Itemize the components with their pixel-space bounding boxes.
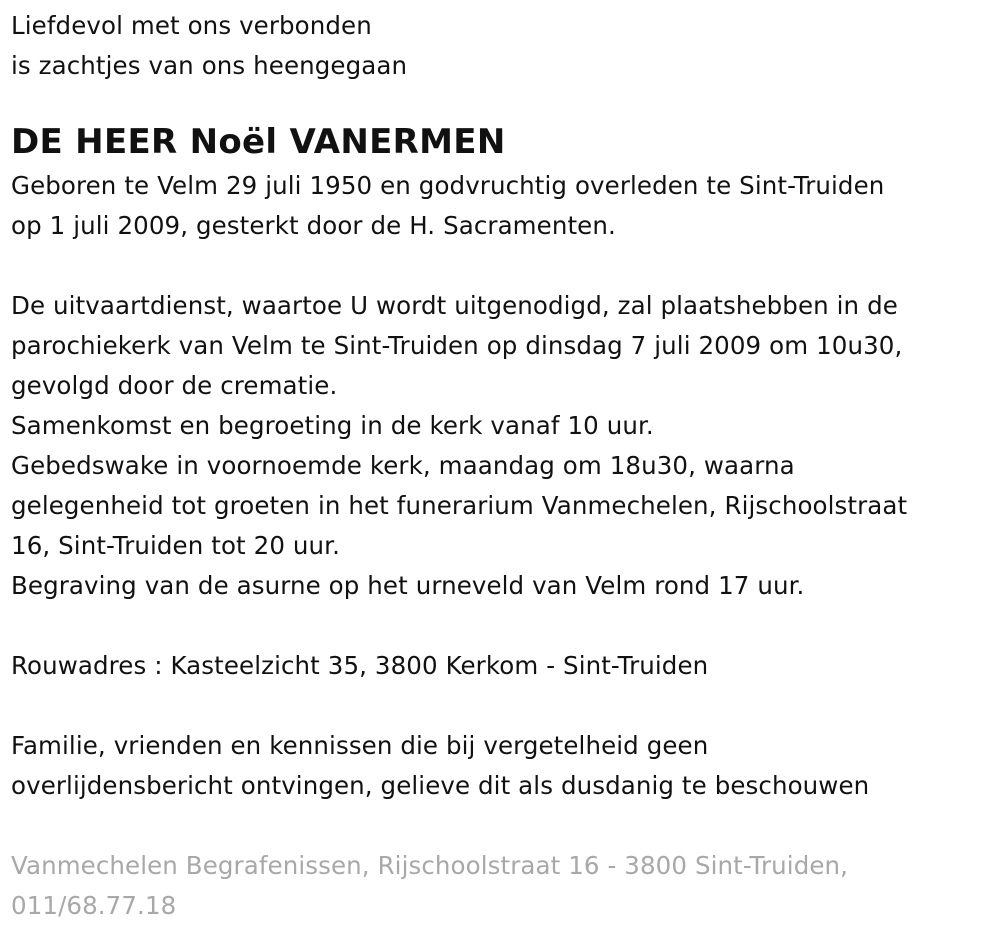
birth-death-block <box>11 166 996 246</box>
service-line: gelegenheid tot groeten in het funerarium Vanmechelen, Rijschoolstraat <box>11 491 908 520</box>
service-line: De uitvaartdienst, waartoe U wordt uitgenodigd, zal plaatshebben in de <box>11 291 898 320</box>
funeral-home-phone: 011/68.77.18 <box>11 891 177 920</box>
service-line: Samenkomst en begroeting in de kerk vanaf 10 uur. <box>11 411 654 440</box>
service-line: Begraving van de asurne op het urneveld van Velm rond 17 uur. <box>11 571 805 600</box>
service-line: 16, Sint-Truiden tot 20 uur. <box>11 531 340 560</box>
spacer <box>11 606 996 646</box>
spacer <box>11 806 996 846</box>
service-line: Gebedswake in voornoemde kerk, maandag om 18u30, waarna <box>11 451 795 480</box>
funeral-home-block <box>11 846 996 926</box>
service-block <box>11 286 996 606</box>
spacer <box>11 686 996 726</box>
family-note-line: Familie, vrienden en kennissen die bij vergetelheid geen <box>11 731 709 760</box>
birth-death-line: Geboren te Velm 29 juli 1950 en godvruchtig overleden te Sint-Truiden <box>11 171 885 200</box>
obituary-notice <box>11 6 996 926</box>
birth-death-line: op 1 juli 2009, gesterkt door de H. Sacramenten. <box>11 211 616 240</box>
mourning-address: Rouwadres : Kasteelzicht 35, 3800 Kerkom - Sint-Truiden <box>11 651 709 680</box>
service-line: gevolgd door de crematie. <box>11 371 338 400</box>
family-note-block <box>11 726 996 806</box>
service-line: parochiekerk van Velm te Sint-Truiden op dinsdag 7 juli 2009 om 10u30, <box>11 331 903 360</box>
intro-line: is zachtjes van ons heengegaan <box>11 51 408 80</box>
deceased-name: DE HEER Noël VANERMEN <box>11 122 506 162</box>
spacer <box>11 246 996 286</box>
intro-line: Liefdevol met ons verbonden <box>11 11 372 40</box>
family-note-line: overlijdensbericht ontvingen, gelieve dit als dusdanig te beschouwen <box>11 771 870 800</box>
intro-block <box>11 6 996 86</box>
funeral-home-line: Vanmechelen Begrafenissen, Rijschoolstraat 16 - 3800 Sint-Truiden, <box>11 851 849 880</box>
